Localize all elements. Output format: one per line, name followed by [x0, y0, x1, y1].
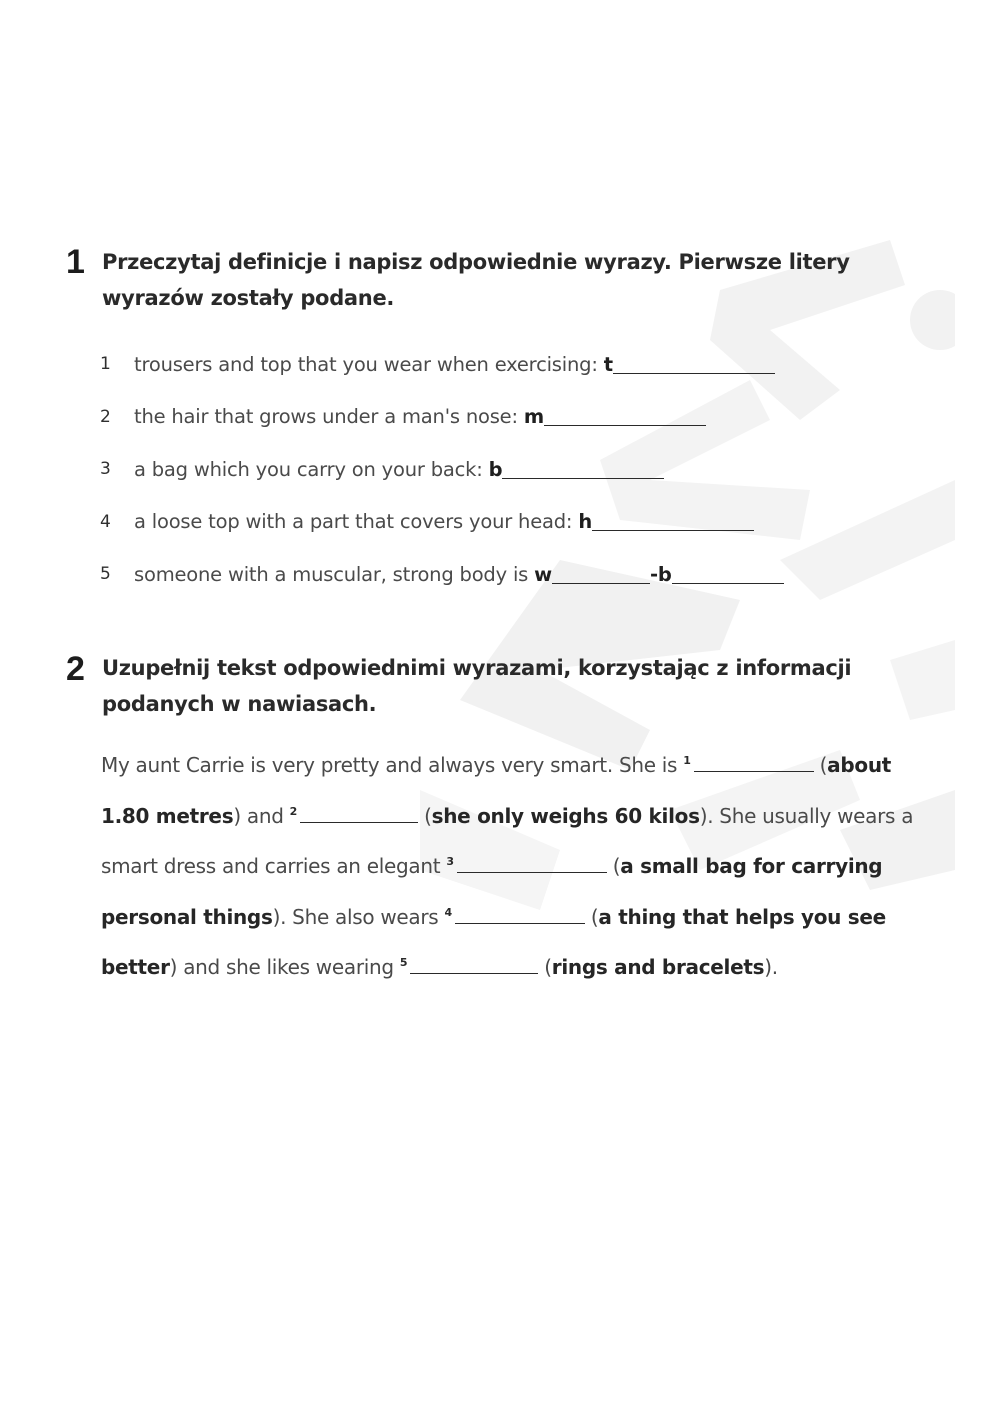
list-item	[100, 443, 784, 496]
hint-text: rings and bracelets	[551, 955, 765, 979]
gap-blank-5[interactable]	[410, 955, 538, 974]
item-number: 4	[100, 511, 111, 532]
gap-number: 2	[289, 804, 298, 818]
gap-blank-2[interactable]	[300, 804, 418, 823]
answer-blank[interactable]	[592, 512, 754, 531]
exercise-2-number: 2	[66, 650, 85, 688]
exercise-1-instruction-line-1: Przeczytaj definicje i napisz odpowiednie wyrazy. Pierwsze litery	[102, 250, 850, 274]
item-definition: trousers and top that you wear when exercising:	[134, 352, 598, 376]
paragraph-text: ).	[764, 955, 778, 979]
paragraph-text: ). She usually wears a smart dress and carries an elegant	[101, 803, 914, 878]
item-definition: a bag which you carry on your back:	[134, 457, 483, 481]
first-letter: h	[578, 510, 592, 534]
answer-blank[interactable]	[672, 565, 784, 584]
gap-number: 1	[683, 754, 691, 767]
gap-number: 5	[399, 956, 408, 969]
first-letter: t	[603, 352, 613, 376]
answer-blank[interactable]	[502, 460, 664, 479]
answer-blank[interactable]	[613, 355, 775, 374]
paragraph-text: (	[590, 904, 599, 929]
gap-blank-3[interactable]	[457, 854, 607, 873]
exercise-1-list	[100, 338, 784, 601]
exercise-2-instruction-line-1: Uzupełnij tekst odpowiednimi wyrazami, korzystając z informacji	[102, 656, 852, 680]
second-letter: -b	[649, 562, 672, 586]
gap-fill-paragraph	[101, 738, 941, 991]
answer-blank[interactable]	[552, 565, 650, 584]
hint-text: a small bag for carrying personal things	[101, 854, 883, 929]
paragraph-text: (	[544, 955, 552, 979]
first-letter: b	[488, 457, 503, 481]
item-number: 2	[100, 406, 111, 427]
paragraph-text: ) and	[233, 803, 284, 828]
paragraph-text: (	[424, 803, 432, 828]
item-definition: someone with a muscular, strong body is	[134, 562, 529, 586]
paragraph-text: (	[612, 854, 621, 878]
gap-number: 3	[446, 855, 454, 868]
paragraph-text: (	[819, 753, 828, 777]
gap-number: 4	[444, 905, 452, 919]
gap-blank-1[interactable]	[694, 753, 814, 772]
exercise-1-instruction-line-2: wyrazów zostały podane.	[102, 286, 395, 310]
hint-text: a thing that helps you see better	[101, 904, 886, 979]
item-definition: a loose top with a part that covers your head:	[134, 510, 573, 534]
first-letter: w	[534, 562, 552, 586]
first-letter: m	[523, 405, 544, 429]
paragraph-text: ) and she likes wearing	[169, 955, 394, 979]
hint-text: about 1.80 metres	[101, 753, 892, 828]
paragraph-text: ). She also wears	[272, 904, 439, 929]
list-item	[100, 338, 784, 391]
list-item	[100, 548, 784, 601]
gap-blank-4[interactable]	[455, 905, 585, 924]
item-number: 1	[100, 354, 111, 375]
answer-blank[interactable]	[544, 407, 706, 426]
hint-text: she only weighs 60 kilos	[431, 803, 700, 828]
item-number: 3	[100, 459, 111, 480]
exercise-1-number: 1	[66, 243, 85, 281]
list-item	[100, 391, 784, 444]
paragraph-text: My aunt Carrie is very pretty and always very smart. She is	[101, 753, 678, 777]
list-item	[100, 496, 784, 549]
item-number: 5	[100, 564, 111, 585]
exercise-2-instruction-line-2: podanych w nawiasach.	[102, 692, 377, 716]
item-definition: the hair that grows under a man's nose:	[134, 405, 518, 429]
